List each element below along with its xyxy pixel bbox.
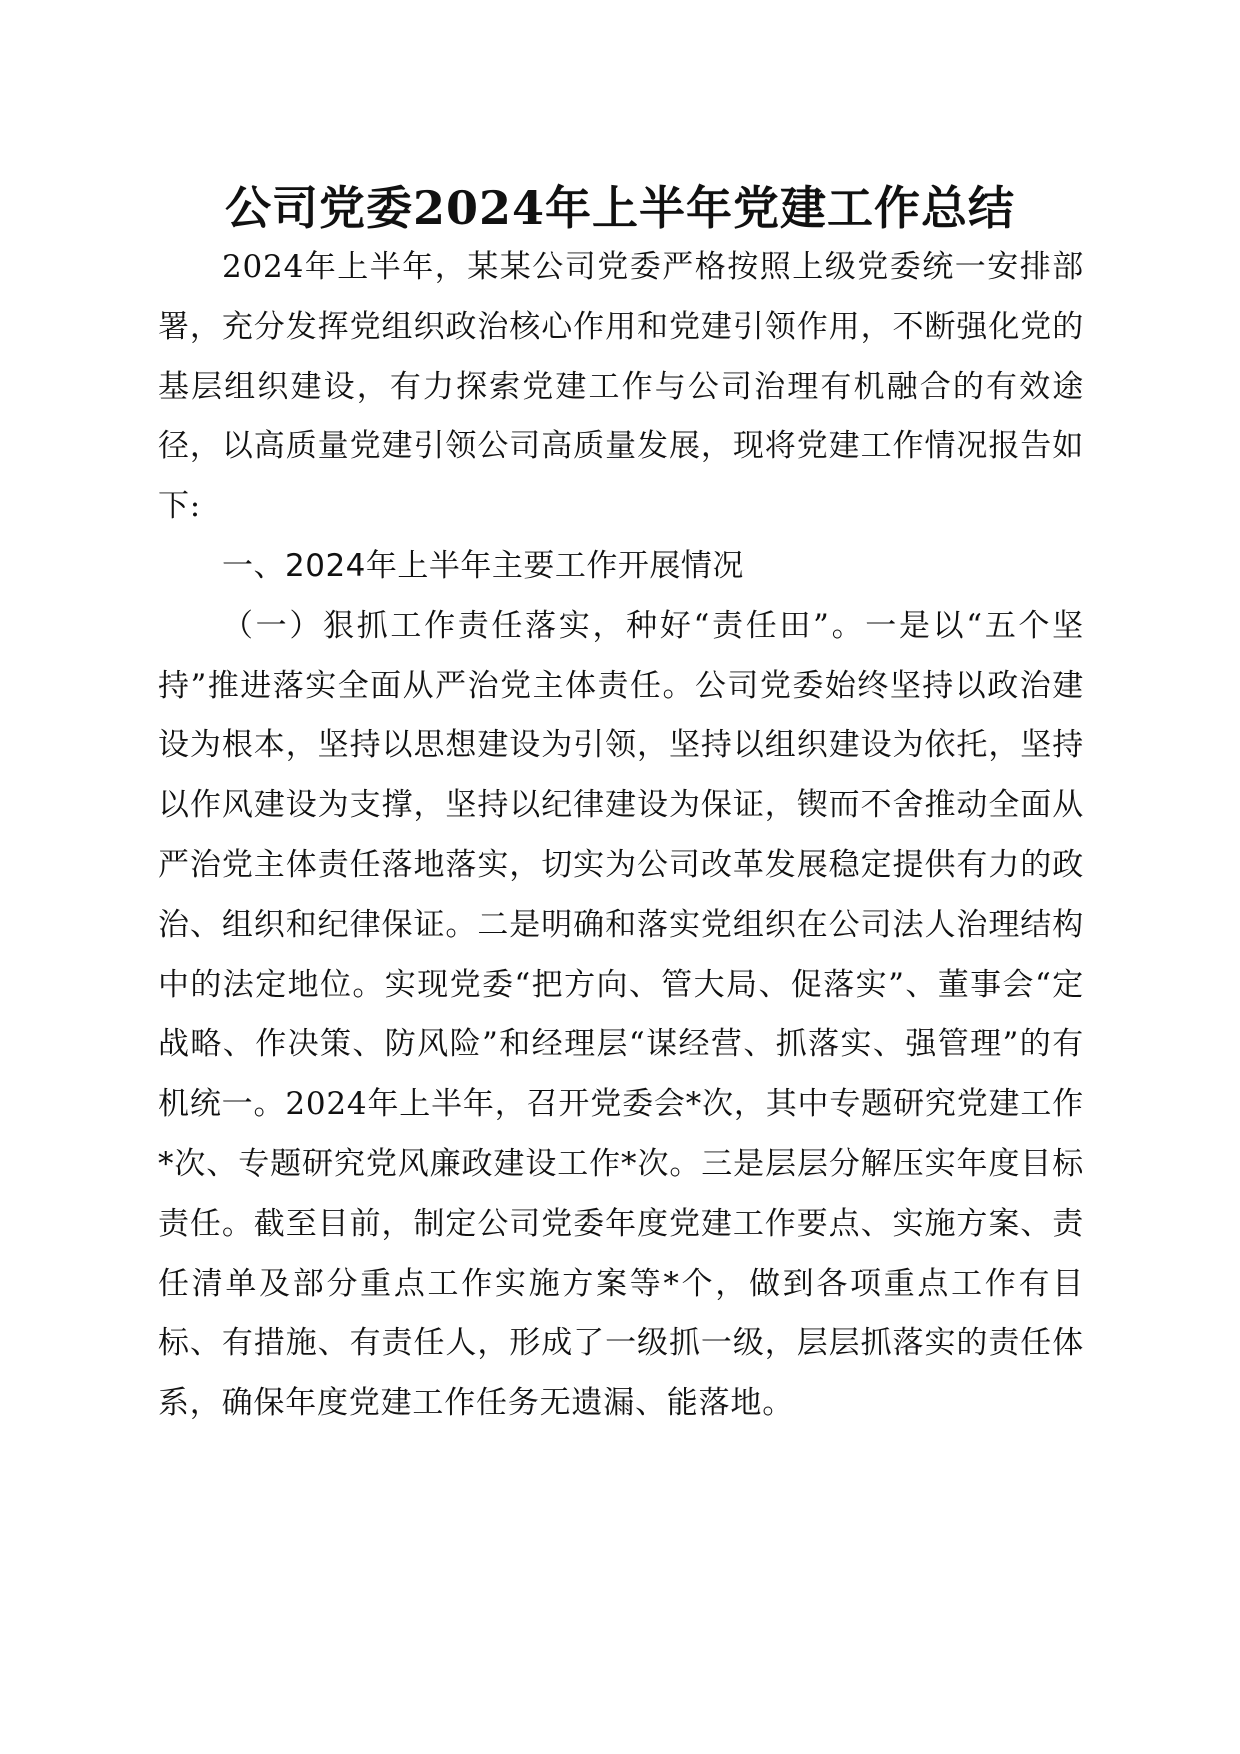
section-1-heading: 一、2024年上半年主要工作开展情况	[222, 547, 744, 584]
document-body	[158, 238, 1084, 1434]
intro-paragraph: 2024年上半年，某某公司党委严格按照上级党委统一安排部署，充分发挥党组织政治核心作用和党建引领作用，不断强化党的基层组织建设，有力探索党建工作与公司治理有机融合的有效途径，以高质量党建引领公司高质量发展，现将党建工作情况报告如下:	[158, 249, 1084, 525]
section-1-paragraph-1: （一）狠抓工作责任落实，种好“责任田”。一是以“五个坚持”推进落实全面从严治党主体责任。公司党委始终坚持以政治建设为根本，坚持以思想建设为引领，坚持以组织建设为依托，坚持以作风建设为支撑，坚持以纪律建设为保证，锲而不舍推动全面从严治党主体责任落地落实，切实为公司改革发展稳定提供有力的政治、组织和纪律保证。二是明确和落实党组织在公司法人治理结构中的法定地位。实现党委“把方向、管大局、促落实”、董事会“定战略、作决策、防风险”和经理层“谋经营、抓落实、强管理”的有机统一。2024年上半年，召开党委会*次，其中专题研究党建工作*次、专题研究党风廉政建设工作*次。三是层层分解压实年度目标责任。截至目前，制定公司党委年度党建工作要点、实施方案、责任清单及部分重点工作实施方案等*个，做到各项重点工作有目标、有措施、有责任人，形成了一级抓一级，层层抓落实的责任体系，确保年度党建工作任务无遗漏、能落地。	[158, 607, 1084, 1422]
document-title: 公司党委2024年上半年党建工作总结	[224, 181, 1016, 235]
